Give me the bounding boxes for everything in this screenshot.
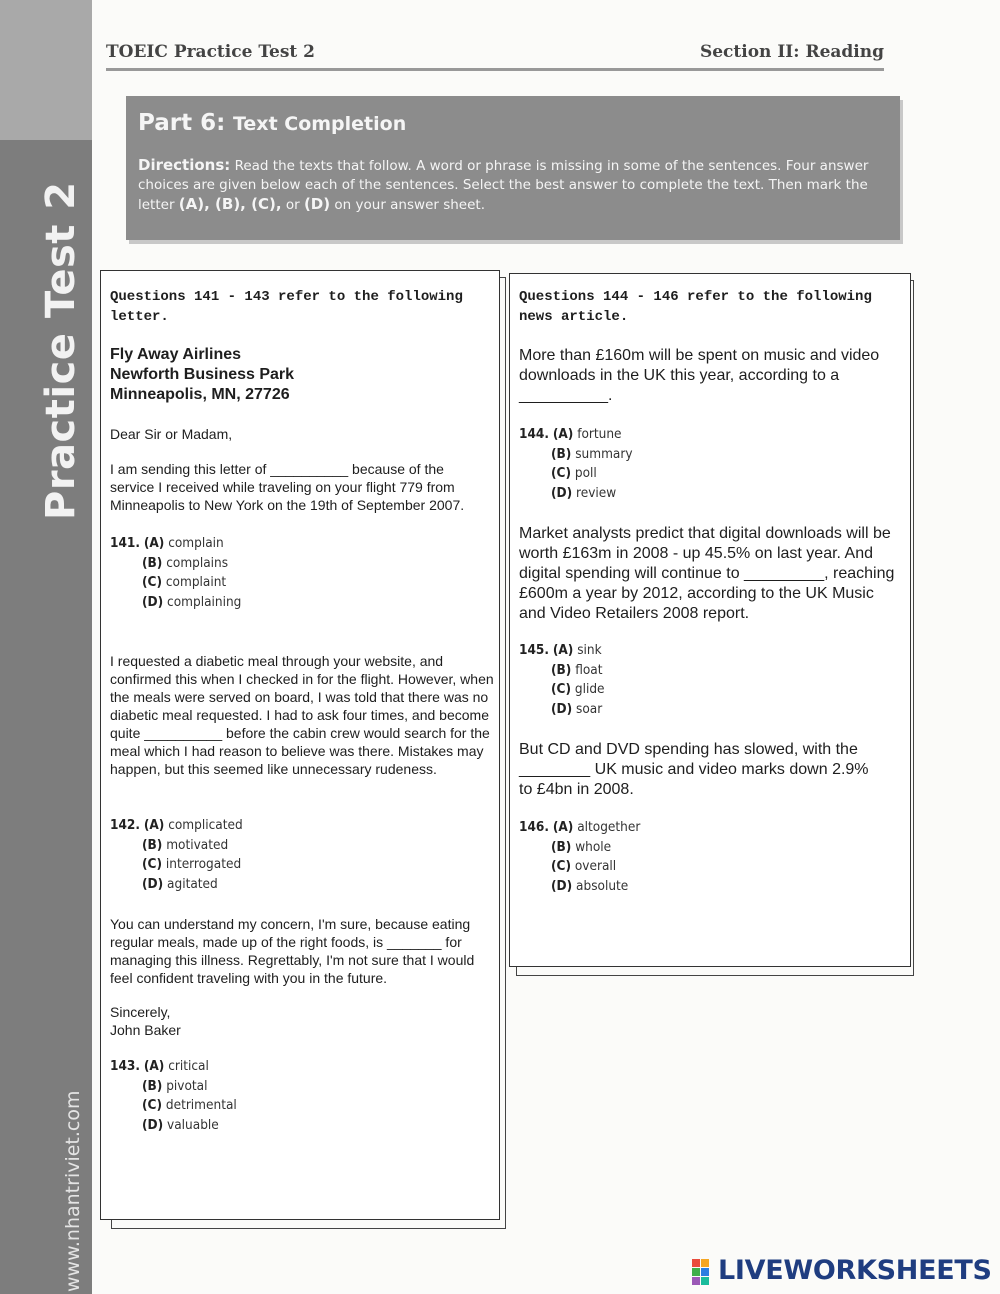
sidebar-url: www.nhantriviet.com xyxy=(62,1090,84,1292)
q142-choice-a[interactable]: 142. (A) complicated xyxy=(110,817,243,833)
signature: John Baker xyxy=(110,1022,181,1038)
question-144 xyxy=(519,425,633,503)
test-title: TOEIC Practice Test 2 xyxy=(106,42,316,62)
sidebar-title: Practice Test 2 xyxy=(38,181,84,520)
address-block xyxy=(110,345,294,405)
q142-choice-c[interactable]: (C) interrogated xyxy=(142,856,242,872)
q142-choice-d[interactable]: (D) agitated xyxy=(142,875,218,892)
q141-choice-a[interactable]: 141. (A) complain xyxy=(110,535,224,551)
directions-d: (D) xyxy=(303,195,331,213)
q145-choice-b[interactable]: (B) float xyxy=(551,661,603,678)
q144-choice-c[interactable]: (C) poll xyxy=(551,465,597,481)
logo-tile-icon xyxy=(692,1268,700,1276)
part-title: Text Completion xyxy=(232,113,407,135)
directions-or: or xyxy=(285,197,300,213)
q142-choice-b[interactable]: (B) motivated xyxy=(142,836,229,853)
question-142 xyxy=(110,816,243,894)
question-143 xyxy=(110,1057,237,1135)
q145-choice-d[interactable]: (D) soar xyxy=(551,700,603,717)
q144-choice-a[interactable]: 144. (A) fortune xyxy=(519,426,622,442)
logo-tile-icon xyxy=(701,1277,709,1285)
greeting: Dear Sir or Madam, xyxy=(110,426,233,442)
q141-choice-b[interactable]: (B) complains xyxy=(142,554,229,571)
directions-label: Directions: xyxy=(138,156,231,174)
part-label: Part 6: xyxy=(138,110,226,136)
letter-heading: Questions 141 - 143 refer to the following letter. xyxy=(110,289,463,325)
logo-tile-icon xyxy=(692,1259,700,1267)
page-header xyxy=(106,38,884,71)
directions-end: on your answer sheet. xyxy=(334,197,485,213)
article-para-1: More than £160m will be spent on music and video downloads in the UK this year, according to a __________. xyxy=(519,347,880,404)
sidebar-band xyxy=(0,0,92,140)
question-145 xyxy=(519,641,605,719)
logo-tile-icon xyxy=(701,1268,709,1276)
logo-text: LIVEWORKSHEETS xyxy=(718,1255,992,1286)
q146-choice-c[interactable]: (C) overall xyxy=(551,858,617,874)
q143-choice-c[interactable]: (C) detrimental xyxy=(142,1097,237,1113)
part-heading xyxy=(138,110,406,136)
article-para-3: But CD and DVD spending has slowed, with the ________ UK music and video marks down 2.9% to £4bn in 2008. xyxy=(519,741,869,798)
directions-letters: (A), (B), (C), xyxy=(178,195,282,213)
q143-choice-a[interactable]: 143. (A) critical xyxy=(110,1058,209,1074)
q146-choice-a[interactable]: 146. (A) altogether xyxy=(519,819,641,835)
q146-choice-b[interactable]: (B) whole xyxy=(551,838,612,855)
q146-choice-d[interactable]: (D) absolute xyxy=(551,877,629,894)
address-line-3: Minneapolis, MN, 27726 xyxy=(110,386,290,403)
article-para-2: Market analysts predict that digital downloads will be worth £163m in 2008 - up 45.5% on last year. And digital spending will continue to _________, reaching £600m a year by 2012, according to the UK Music and Video Retailers 2008 report. xyxy=(519,525,895,622)
logo-tile-icon xyxy=(701,1259,709,1267)
q145-choice-c[interactable]: (C) glide xyxy=(551,681,605,697)
q143-choice-d[interactable]: (D) valuable xyxy=(142,1116,219,1133)
q141-choice-d[interactable]: (D) complaining xyxy=(142,593,242,610)
letter-panel xyxy=(100,270,500,1220)
question-146 xyxy=(519,818,640,896)
address-line-1: Fly Away Airlines xyxy=(110,346,242,363)
section-title: Section II: Reading xyxy=(699,42,884,62)
letter-para-2: I requested a diabetic meal through your website, and confirmed this when I checked in for the flight. However, when the meals were served on board, I was told that there was no diabetic meal requested. I had to ask four times, and become quite __________ before the cabin crew would search for the meal which I had reason to believe was there. Mistakes may happen, but this seemed like unnecessary rudeness. xyxy=(110,653,494,777)
q143-choice-b[interactable]: (B) pivotal xyxy=(142,1077,208,1094)
address-line-2: Newforth Business Park xyxy=(110,366,295,383)
q144-choice-d[interactable]: (D) review xyxy=(551,484,617,501)
letter-para-1: I am sending this letter of __________ because of the service I received while traveling on your flight 779 from Minneapolis to New York on the 19th of September 2007. xyxy=(110,461,465,513)
directions-box xyxy=(126,96,900,240)
directions-text xyxy=(138,156,888,215)
closing: Sincerely, xyxy=(110,1004,171,1020)
q141-choice-c[interactable]: (C) complaint xyxy=(142,574,227,590)
sidebar xyxy=(0,0,92,1294)
question-141 xyxy=(110,534,241,612)
letter-para-3: You can understand my concern, I'm sure, because eating regular meals, made up of the right foods, is _______ for managing this illness. Regrettably, I'm not sure that I would feel confident traveling with you in the future. xyxy=(110,916,475,986)
article-heading: Questions 144 - 146 refer to the following news article. xyxy=(519,289,872,325)
directions-body: Read the texts that follow. A word or phrase is missing in some of the sentences. Four answer choices are given below each of the sentences. Select the best answer to complete the text. Then mark the letter xyxy=(138,158,869,213)
q144-choice-b[interactable]: (B) summary xyxy=(551,445,633,462)
q145-choice-a[interactable]: 145. (A) sink xyxy=(519,642,602,658)
article-panel xyxy=(509,273,911,967)
logo-tile-icon xyxy=(692,1277,700,1285)
